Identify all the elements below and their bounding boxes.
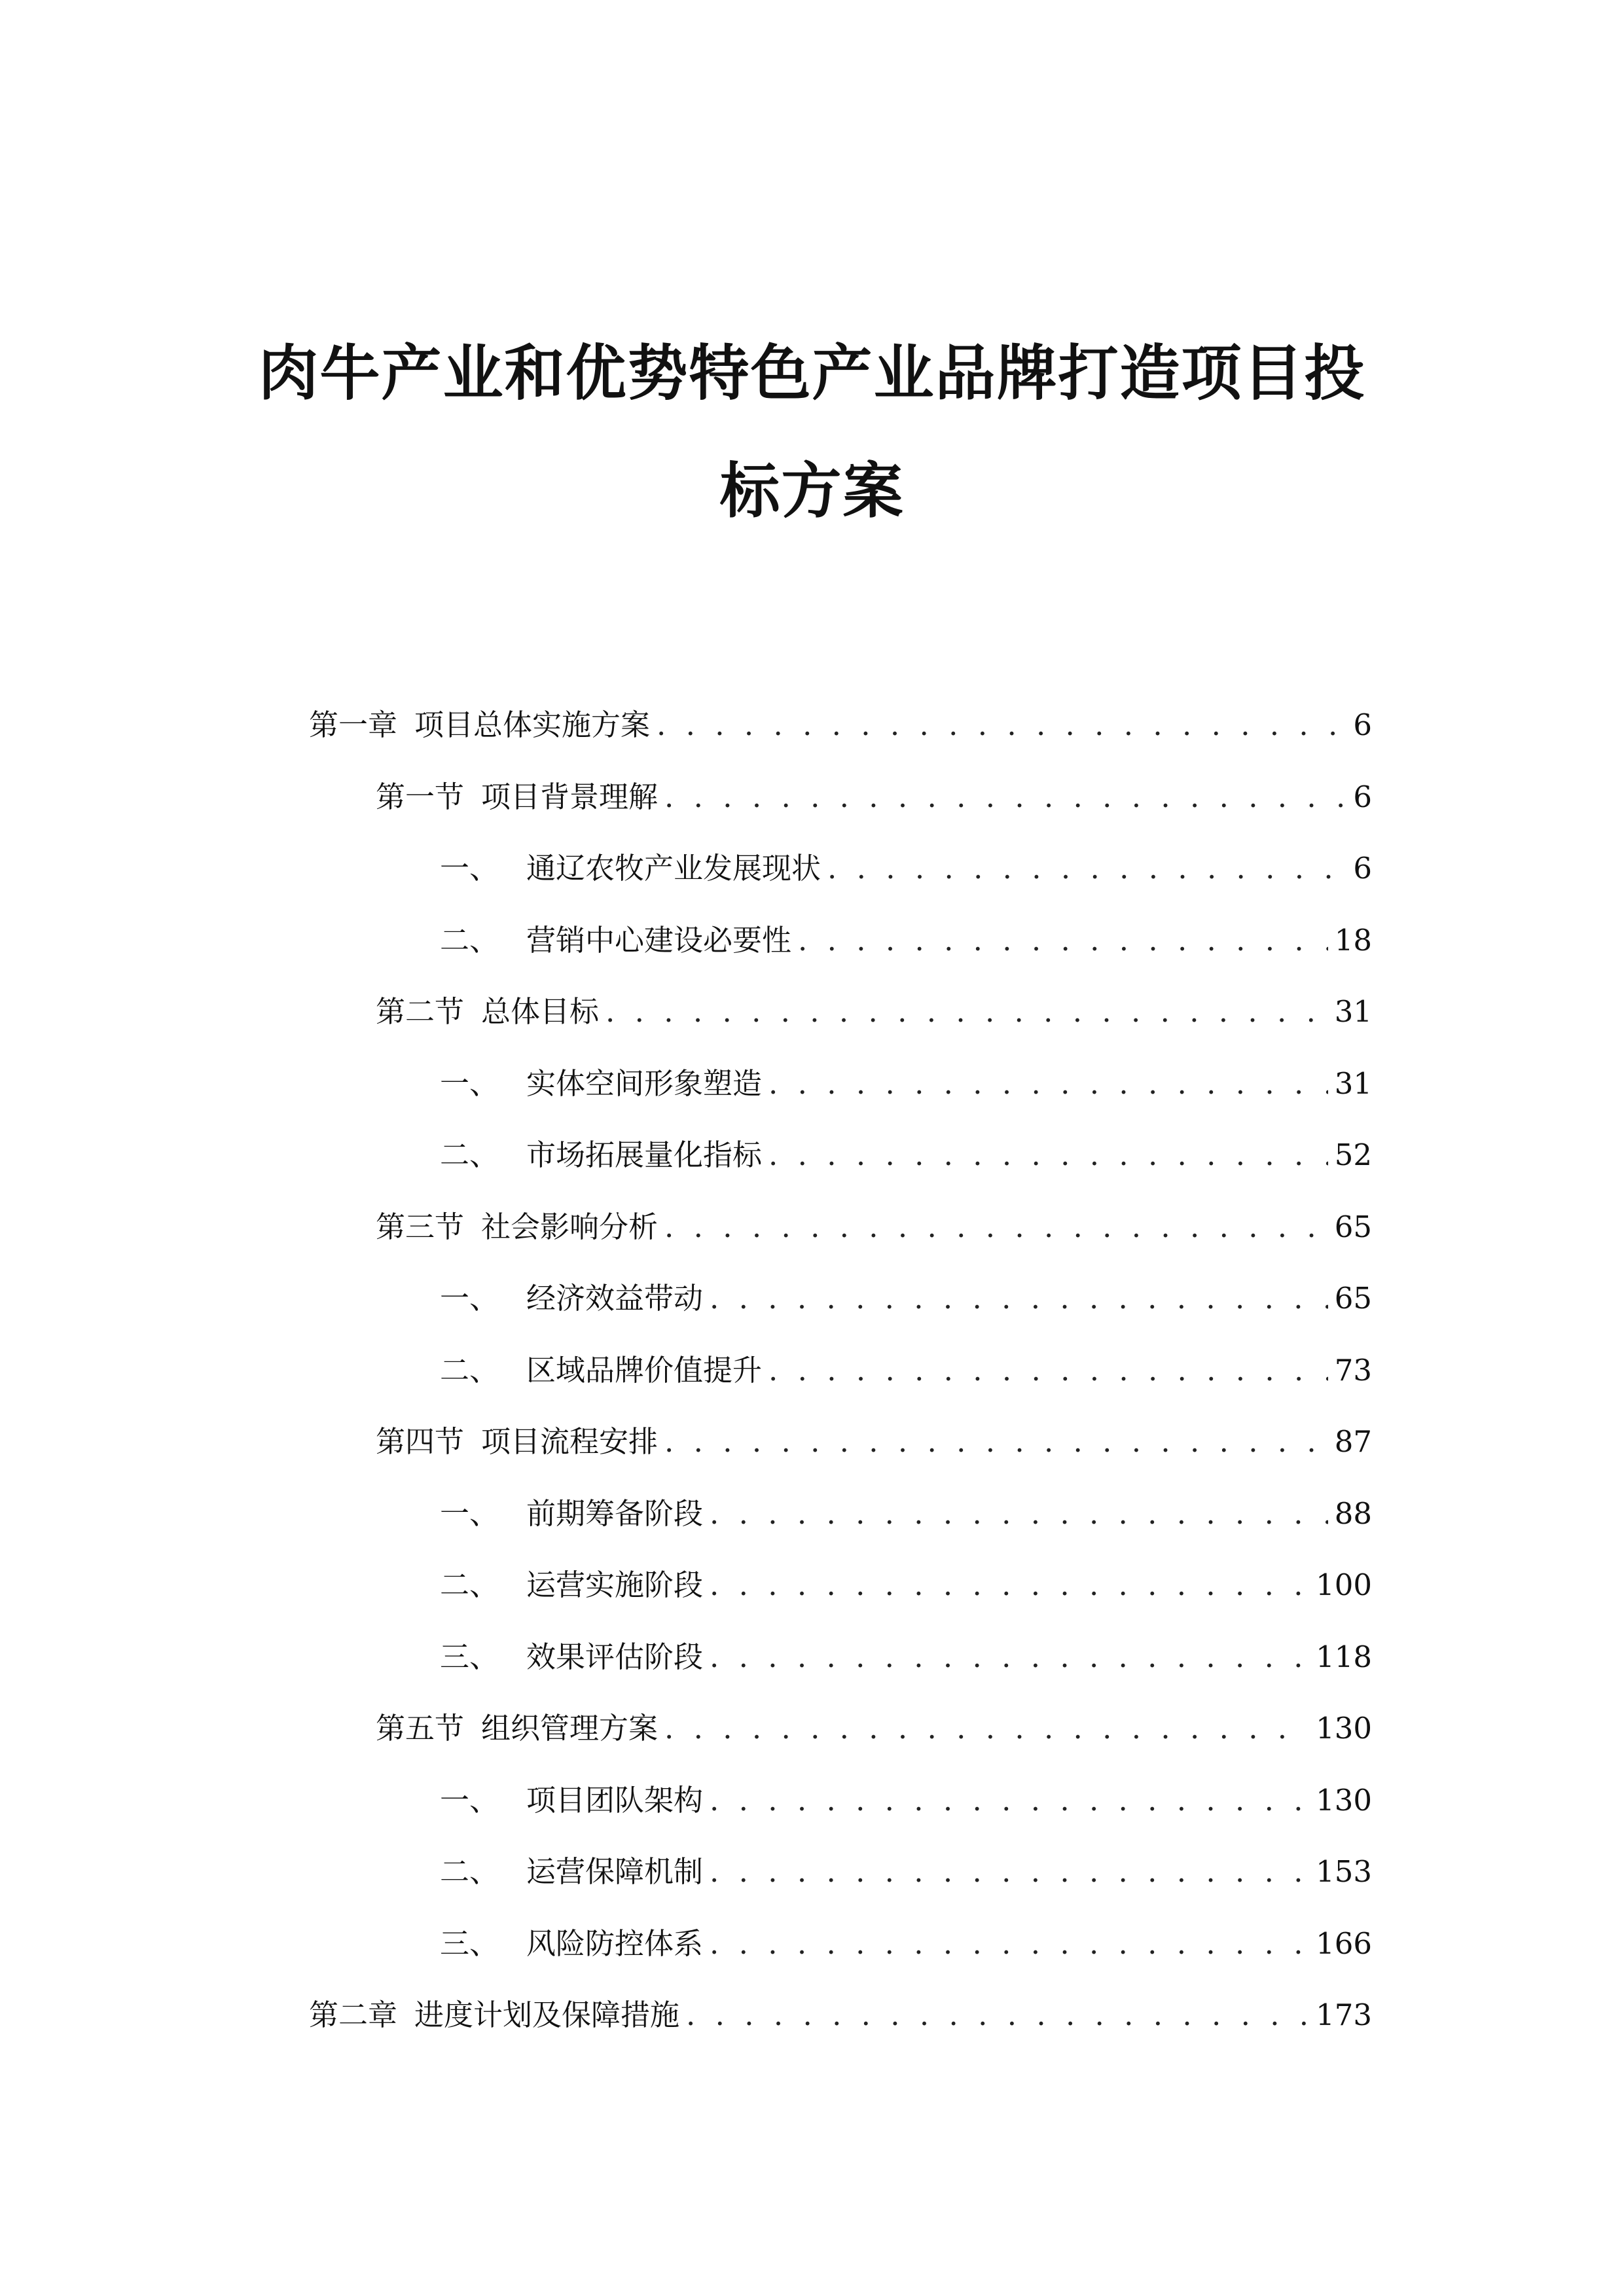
toc-entry-label: 实体空间形象塑造 [526,1066,763,1101]
toc-page-number: 65 [1334,1281,1372,1316]
toc-entry-number: 一、 [440,1783,499,1818]
toc-page-number: 130 [1316,1711,1372,1746]
toc-dot-leader [664,1419,1328,1465]
toc-entry-number: 三、 [440,1926,499,1961]
toc-entry[interactable] [440,846,1372,891]
toc-entry-label: 市场拓展量化指标 [526,1138,763,1172]
toc-entry-number: 第二章 [309,1998,398,2032]
toc-entry-label: 进度计划及保障措施 [414,1998,680,2032]
toc-entry[interactable] [440,1348,1372,1393]
toc-page-number: 6 [1353,708,1372,742]
toc-page-number: 153 [1316,1854,1372,1889]
toc-entry[interactable] [376,989,1372,1035]
toc-entry-label: 项目总体实施方案 [414,708,651,742]
toc-entry[interactable] [440,1778,1372,1823]
toc-entry[interactable] [440,1276,1372,1321]
toc-page-number: 6 [1353,851,1372,886]
toc-entry-label: 组织管理方案 [481,1711,659,1746]
toc-entry-label: 项目背景理解 [481,780,659,814]
toc-page-number: 31 [1334,1066,1372,1101]
toc-dot-leader [710,1491,1328,1537]
toc-entry-number: 一、 [440,851,499,886]
toc-dot-leader [664,1706,1309,1751]
toc-entry-number: 二、 [440,1138,499,1172]
toc-entry[interactable] [376,1706,1372,1751]
toc-entry-label: 运营实施阶段 [526,1568,704,1602]
toc-page-number: 31 [1334,994,1372,1029]
toc-dot-leader [798,918,1328,963]
document-title-line-2: 标方案 [719,456,905,526]
toc-entry[interactable] [440,1132,1372,1178]
toc-page-number: 52 [1334,1138,1372,1172]
toc-entry-label: 总体目标 [481,994,600,1029]
toc-entry[interactable] [440,1562,1372,1608]
toc-dot-leader [710,1849,1309,1895]
toc-entry-label: 项目流程安排 [481,1424,659,1459]
toc-entry-number: 第五节 [376,1711,465,1746]
toc-entry-number: 第二节 [376,994,465,1029]
toc-entry-label: 风险防控体系 [526,1926,704,1961]
toc-entry-number: 二、 [440,1568,499,1602]
toc-page-number: 87 [1334,1424,1372,1459]
toc-entry-number: 二、 [440,1353,499,1388]
toc-entry-number: 第一章 [309,708,398,742]
toc-entry[interactable] [440,1061,1372,1107]
toc-page-number: 130 [1316,1783,1372,1818]
toc-dot-leader [768,1132,1328,1178]
toc-entry-number: 一、 [440,1281,499,1316]
toc-entry-label: 通辽农牧产业发展现状 [526,851,821,886]
toc-entry-label: 前期筹备阶段 [526,1496,704,1531]
toc-entry-number: 第三节 [376,1210,465,1244]
toc-entry-number: 一、 [440,1496,499,1531]
toc-entry[interactable] [309,702,1372,748]
toc-page-number: 65 [1334,1210,1372,1244]
toc-entry-label: 项目团队架构 [526,1783,704,1818]
toc-dot-leader [768,1348,1328,1393]
toc-dot-leader [710,1634,1309,1680]
toc-entry-number: 二、 [440,1854,499,1889]
toc-entry[interactable] [376,774,1372,820]
toc-entry[interactable] [440,1921,1372,1967]
toc-entry[interactable] [309,1992,1372,2038]
toc-page-number: 166 [1316,1926,1372,1961]
toc-page-number: 88 [1334,1496,1372,1531]
toc-dot-leader [710,1276,1328,1321]
toc-dot-leader [827,846,1346,891]
toc-entry-label: 运营保障机制 [526,1854,704,1889]
toc-dot-leader [768,1061,1328,1107]
toc-page-number: 6 [1353,780,1372,814]
toc-page-number: 18 [1334,923,1372,958]
toc-entry-label: 营销中心建设必要性 [526,923,792,958]
toc-dot-leader [686,1992,1309,2038]
toc-entry-label: 效果评估阶段 [526,1640,704,1674]
toc-page-number: 118 [1316,1640,1372,1674]
toc-page-number: 173 [1316,1998,1372,2032]
toc-page-number: 73 [1334,1353,1372,1388]
toc-entry-number: 三、 [440,1640,499,1674]
toc-entry[interactable] [440,1849,1372,1895]
toc-entry[interactable] [376,1204,1372,1250]
toc-entry[interactable] [376,1419,1372,1465]
document-title-line-1: 肉牛产业和优势特色产业品牌打造项目投 [258,338,1366,408]
toc-dot-leader [710,1562,1309,1608]
toc-entry-label: 社会影响分析 [481,1210,659,1244]
toc-entry[interactable] [440,1634,1372,1680]
toc-entry-label: 区域品牌价值提升 [526,1353,763,1388]
toc-entry[interactable] [440,1491,1372,1537]
toc-entry-number: 二、 [440,923,499,958]
toc-dot-leader [664,1204,1328,1250]
toc-dot-leader [605,989,1328,1035]
toc-entry-number: 一、 [440,1066,499,1101]
toc-page-number: 100 [1316,1568,1372,1602]
toc-entry[interactable] [440,918,1372,963]
toc-entry-number: 第一节 [376,780,465,814]
toc-dot-leader [710,1778,1309,1823]
toc-entry-number: 第四节 [376,1424,465,1459]
toc-entry-label: 经济效益带动 [526,1281,704,1316]
toc-dot-leader [710,1921,1309,1967]
toc-dot-leader [657,702,1346,748]
toc-dot-leader [664,774,1346,820]
